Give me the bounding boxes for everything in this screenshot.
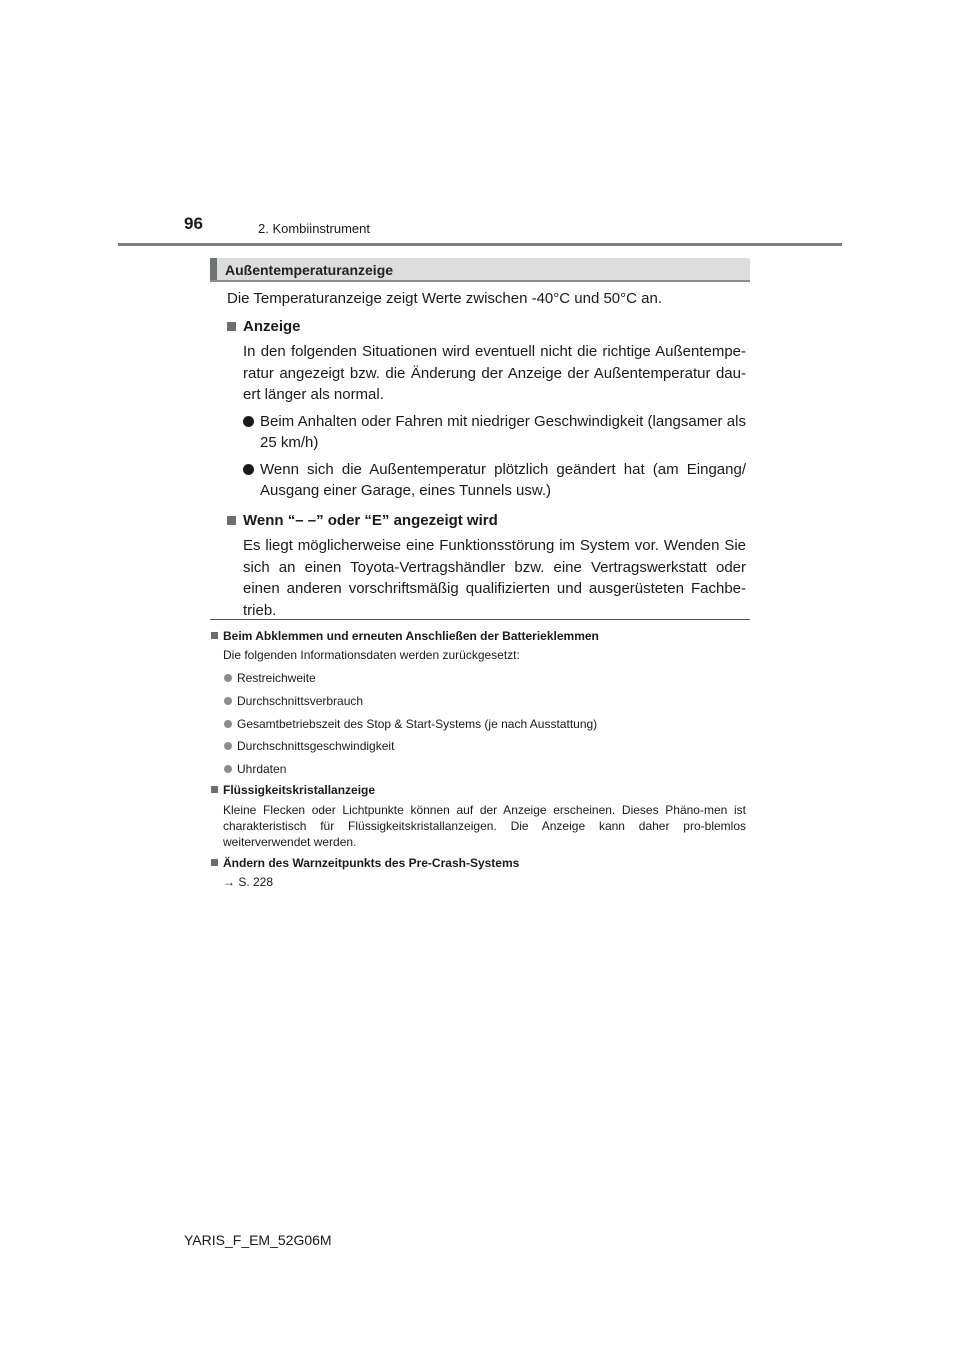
anzeige-heading-text: Anzeige [243, 317, 301, 335]
list-item [210, 738, 746, 754]
round-bullet-icon [224, 742, 232, 750]
section-title: Außentemperaturanzeige [225, 262, 394, 278]
square-bullet-icon [211, 859, 218, 866]
wenn-heading [227, 510, 746, 532]
battery-note-body: Die folgenden Informationsdaten werden zurückgesetzt: [223, 648, 520, 663]
square-bullet-icon [211, 632, 218, 639]
wenn-heading-text: Wenn “– –” oder “E” angezeigt wird [243, 511, 498, 529]
list-item [227, 459, 746, 502]
chapter-title: 2. Kombiinstrument [258, 221, 370, 236]
round-bullet-icon [224, 674, 232, 682]
note-item-text: Uhrdaten [237, 762, 287, 777]
round-bullet-icon [224, 720, 232, 728]
intro-text: Die Temperaturanzeige zeigt Werte zwischen -40°C und 50°C an. [227, 290, 662, 307]
note-item-text: Durchschnittsverbrauch [237, 693, 364, 708]
list-item [227, 411, 746, 454]
page-number: 96 [184, 214, 203, 233]
list-item [210, 716, 746, 732]
round-bullet-icon [224, 697, 232, 705]
round-bullet-icon [224, 765, 232, 773]
precrash-note-heading [210, 855, 746, 871]
section-header [210, 258, 750, 282]
footer-code: YARIS_F_EM_52G06M [184, 1232, 332, 1248]
lcd-heading-text: Flüssigkeitskristallanzeige [223, 783, 376, 798]
bullet-text: Wenn sich die Außentemperatur plötzlich geändert hat (am Eingang/ Ausgang einer Garage, eines Tunnels usw.) [260, 460, 746, 499]
header-rule [118, 243, 842, 246]
square-bullet-icon [227, 516, 236, 525]
battery-heading-text: Beim Abklemmen und erneuten Anschließen der Batterieklemmen [223, 629, 599, 643]
round-bullet-icon [243, 416, 254, 427]
list-item [210, 670, 746, 686]
note-item-text: Gesamtbetriebszeit des Stop & Start-Systems (je nach Ausstattung) [237, 716, 598, 731]
note-item-text: Restreichweite [237, 671, 316, 685]
square-bullet-icon [227, 322, 236, 331]
square-bullet-icon [211, 786, 218, 793]
section-divider [210, 619, 750, 620]
section-header-bar [210, 258, 217, 280]
precrash-heading-text: Ändern des Warnzeitpunkts des Pre-Crash-Systems [223, 856, 520, 871]
round-bullet-icon [243, 464, 254, 475]
anzeige-heading [227, 316, 746, 338]
note-item-text: Durchschnittsgeschwindigkeit [237, 739, 395, 754]
lcd-note-body: Kleine Flecken oder Lichtpunkte können auf der Anzeige erscheinen. Dieses Phäno-men ist charakteristisch für Flüssigkeitskristallanzeigen. Die Anzeige kann daher pro-blemlos weiterverwendet werden. [223, 802, 746, 849]
bullet-text: Beim Anhalten oder Fahren mit niedriger Geschwindigkeit (langsamer als 25 km/h) [260, 412, 746, 451]
anzeige-body: In den folgenden Situationen wird eventuell nicht die richtige Außentempe-ratur angezeigt bzw. die Änderung der Anzeige der Außentemperatur dau-ert länger als normal. [243, 343, 746, 403]
battery-note-heading [210, 628, 746, 644]
list-item [210, 761, 746, 777]
wenn-body: Es liegt möglicherweise eine Funktionsstörung im System vor. Wenden Sie sich an einen Toyota-Vertragshändler bzw. eine Vertragswerkstatt oder einen anderen vorschriftsmäßig qualifizierten und ausgerüsteten Fachbe-trieb. [243, 537, 746, 619]
lcd-note-heading [210, 782, 746, 798]
main-content [227, 288, 746, 621]
page-reference-link[interactable]: → S. 228 [223, 875, 274, 890]
list-item [210, 693, 746, 709]
notes-section [210, 628, 746, 891]
